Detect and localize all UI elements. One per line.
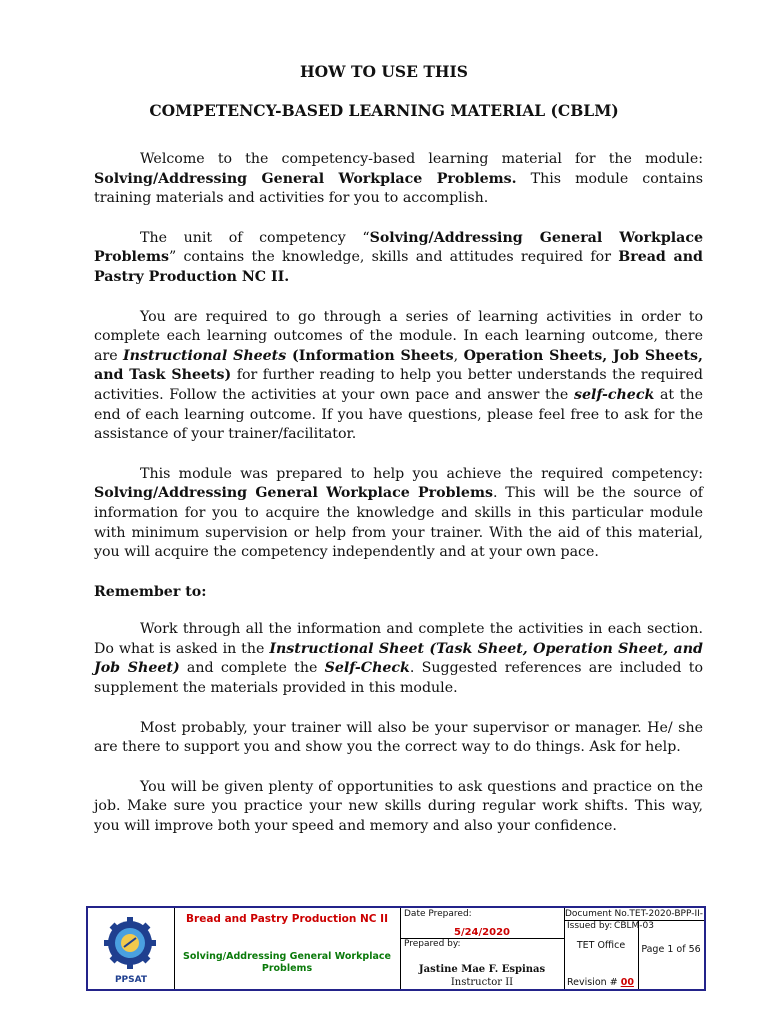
prepared-label: Prepared by: [404,939,461,949]
paragraph-trainer: Most probably, your trainer will also be your supervisor or manager. He/ she are there to support you and show you the correct way to do things. Ask for help. [94,719,703,756]
text-run: . Suggested references are included to supplement the materials provided in this module. [94,660,703,697]
footer-prepared-cell [400,908,565,989]
footer-course-cell [174,908,401,989]
footer-logo-cell [88,908,175,989]
self-check-term: self-check [573,386,655,403]
text-run: , [453,347,464,364]
org-label: PPSAT [114,975,148,985]
information-sheets-term: (Information Sheets [286,347,454,364]
unit-name: Solving/Addressing General Workplace Problems [94,229,703,266]
text-run: . This will be the source of information for you to acquire the knowledge and skills in this particular module with minimum supervision or help from your trainer. With the aid of this material, you will acquire the competency independently and at your own pace. [94,485,703,561]
paragraph-practice: You will be given plenty of opportunities to ask questions and practice on the job. Make sure you practice your new skills during regular work shifts. This way, you will improve both your speed and memory and also your confidence. [94,778,703,835]
date-label: Date Prepared: [404,909,472,919]
date-row [400,908,564,939]
sheets-list: Operation Sheets, Job Sheets, and Task Sheets) [94,347,703,384]
instructional-sheet-term: Instructional Sheet (Task Sheet, Operation Sheet, and Job Sheet) [94,640,703,677]
paragraph-unit [94,229,703,288]
issued-label: Issued by: [567,921,613,931]
module-name: Solving/Addressing General Workplace Problems [94,485,493,502]
page-number-cell [638,920,704,989]
text-run: You are required to go through a series of learning activities in order to complete each learning outcomes of the module. In each learning outcome, there are [94,308,703,364]
self-check-term: Self-Check [324,660,410,677]
paragraph-activities [94,308,703,445]
date-value: 5/24/2020 [453,927,510,938]
qualification-name: Bread and Pastry Production NC II. [94,249,703,285]
issued-cell [564,920,639,989]
footer-document-cell [564,908,704,989]
preparer-row [400,938,564,989]
page-number: Page 1 of 56 [641,944,701,955]
text-run: Welcome to the competency-based learning material for the module: [140,151,703,167]
text-run: for further reading to help you better understands the required activities. Follow the activities at your own pace and answer the [94,367,704,403]
revision-label: Revision # [567,977,621,988]
ppsat-logo-icon [103,916,157,970]
remember-label: Remember to: [94,583,207,600]
remember-heading [94,583,703,603]
preparer-role: Instructor II [450,977,514,988]
text-run: Work through all the information and complete the activities in each section. Do what is asked in the [94,621,703,657]
document-number: Document No.TET-2020-BPP-II-CBLM-03 [565,909,703,931]
text-run: at the end of each learning outcome. If you have questions, please feel free to ask for the assistance of your trainer/facilitator. [94,386,703,443]
revision [567,977,634,988]
document-footer [86,906,706,991]
text-run: and complete the [179,660,325,677]
text-run: This module was prepared to help you achieve the required competency: [140,465,703,482]
paragraph-welcome [94,150,703,209]
paragraph-purpose [94,465,703,563]
revision-value: 00 [620,977,634,988]
title-line-2: COMPETENCY-BASED LEARNING MATERIAL (CBLM) [149,101,619,120]
preparer-name: Jastine Mae F. Espinas [418,964,546,975]
text-run: ” contains the knowledge, skills and attitudes required for [168,249,619,266]
paragraph-work-through [94,620,703,698]
instructional-sheets-term: Instructional Sheets [123,347,287,364]
module-name: Solving/Addressing General Workplace Problems. [94,170,517,187]
issuer: TET Office [576,940,626,951]
text-run: The unit of competency “ [140,229,370,246]
course-title: Bread and Pastry Production NC II [186,913,388,925]
body-text [94,150,703,857]
title-line-1: HOW TO USE THIS [300,62,468,81]
module-title: Solving/Addressing General Workplace Problems [183,951,391,974]
text-run: This module contains training materials and activities for you to accomplish. [94,170,703,207]
